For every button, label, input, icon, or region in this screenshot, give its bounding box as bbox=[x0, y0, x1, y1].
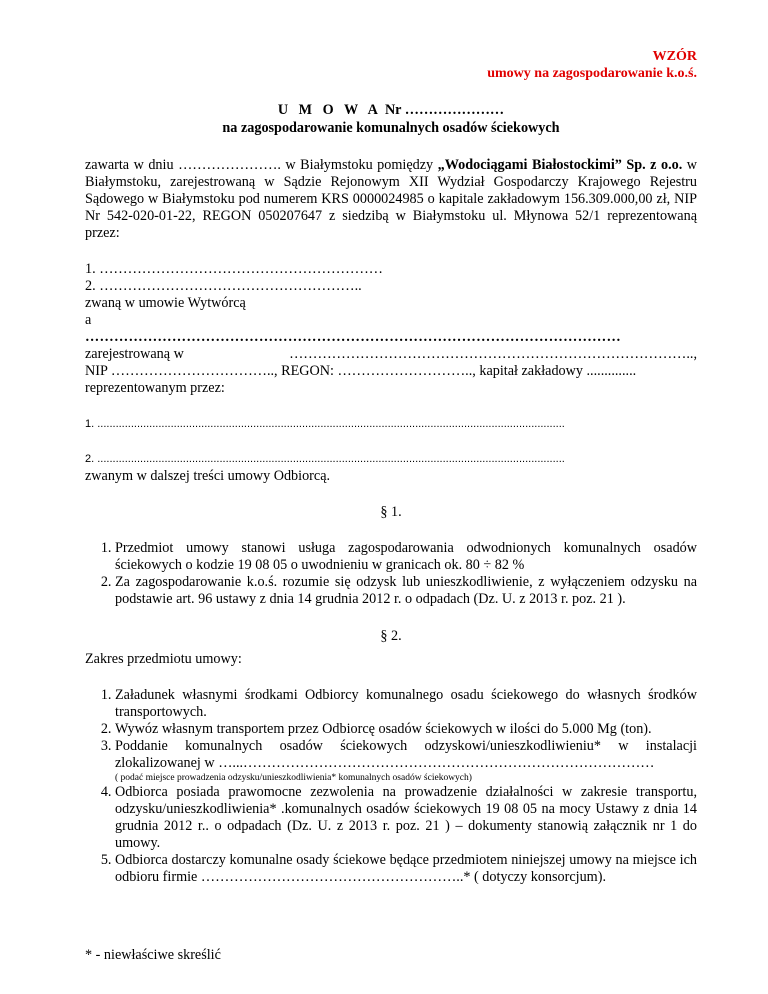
section-2-item: 4. Odbiorca posiada prawomocne zezwolenia na prowadzenie działalności w zakresie transportu, odzysku/unieszkodliwienia* .komunalnych osadów ściekowych 19 08 05 na mocy Ustawy z dnia 14 grudnia 2012 r.. o odpadach (Dz. U. z 2013 r. poz. 21 ) – dokumenty stanowią załącznik nr 1 do umowy. bbox=[115, 784, 697, 852]
producer-rep-1: 1. …………………………………………………… bbox=[85, 261, 383, 277]
footnote: * - niewłaściwe skreślić bbox=[85, 947, 221, 963]
section-2-list-continued bbox=[85, 784, 697, 886]
template-subtitle: umowy na zagospodarowanie k.o.ś. bbox=[487, 66, 697, 81]
receiver-rep-2: 2. ......................................................................................................................................................... bbox=[85, 453, 565, 465]
template-title: WZÓR bbox=[652, 49, 697, 64]
section-1-item: 1. Przedmiot umowy stanowi usługa zagospodarowania odwodnionych komunalnych osadów ściekowych o kodzie 19 08 05 o uwodnieniu w granicach ok. 80 ÷ 82 % bbox=[115, 540, 697, 574]
intro-part-2: w Białymstoku, zarejestrowaną w Sądzie Rejonowym XII Wydział Gospodarczy Krajowego Rejestru Sądowego w Białymstoku pod numerem KRS 0000024985 o kapitale zakładowym 156.309.000,00 zł, NIP Nr 542-020-01-22, REGON 050207647 z siedzibą w Białymstoku ul. Młynowa 52/1 reprezentowaną przez: bbox=[85, 157, 698, 241]
section-2-list bbox=[85, 687, 697, 772]
section-2-sign: § 2. bbox=[380, 628, 402, 644]
intro-part-1: zawarta w dniu …………………. w Białymstoku pomiędzy bbox=[85, 157, 438, 173]
producer-called: zwaną w umowie Wytwórcą bbox=[85, 295, 246, 311]
section-2-item: 5. Odbiorca dostarczy komunalne osady ściekowe będące przedmiotem niniejszej umowy na miejsce ich odbioru firmie ………………………………………………..* ( dotyczy konsorcjum). bbox=[115, 852, 697, 886]
section-1-item: 2. Za zagospodarowanie k.o.ś. rozumie się odzysk lub unieszkodliwienie, z wyłączeniem odzysku na podstawie art. 96 ustawy z dnia 14 grudnia 2012 r. o odpadach (Dz. U. z 2013 r. poz. 21 ). bbox=[115, 574, 697, 608]
section-1-sign: § 1. bbox=[380, 504, 402, 520]
nip-regon-line: NIP …………………………….., REGON: ……………………….., kapitał zakładowy .............. bbox=[85, 363, 637, 379]
producer-block bbox=[85, 261, 697, 397]
contract-subtitle: na zagospodarowanie komunalnych osadów ściekowych bbox=[222, 120, 560, 136]
section-2-item: 2. Wywóz własnym transportem przez Odbiorcę osadów ściekowych w ilości do 5.000 Mg (ton). bbox=[115, 721, 697, 738]
company-name: „Wodociągami Białostockimi” Sp. z o.o. bbox=[437, 157, 683, 173]
template-label bbox=[85, 48, 697, 82]
registered-line bbox=[85, 346, 697, 363]
receiver-rep-1: 1. ......................................................................................................................................................... bbox=[85, 418, 565, 430]
contract-title bbox=[85, 102, 697, 119]
document-page bbox=[85, 48, 697, 886]
registered-dots: ………………………………………………………………………….., bbox=[289, 346, 697, 362]
contract-number: Nr ………………… bbox=[381, 102, 505, 118]
section-1-list bbox=[85, 540, 697, 608]
scope-heading: Zakres przedmiotu umowy: bbox=[85, 651, 242, 667]
section-2-item: 3. Poddanie komunalnych osadów ściekowych odzyskowi/unieszkodliwieniu* w instalacji zlokalizowanej w …...…………………………………………………………………………… bbox=[115, 738, 697, 772]
represented-by: reprezentowanym przez: bbox=[85, 380, 225, 396]
contract-title-word: U M O W A bbox=[277, 102, 382, 118]
section-2-item: 1. Załadunek własnymi środkami Odbiorcy komunalnego osadu ściekowego do własnych środków transportowych. bbox=[115, 687, 697, 721]
contract-intro bbox=[85, 157, 697, 242]
location-note: ( podać miejsce prowadzenia odzysku/unieszkodliwienia* komunalnych osadów ściekowych) bbox=[115, 773, 472, 783]
and-connector: a bbox=[85, 312, 92, 328]
receiver-called: zwanym w dalszej treści umowy Odbiorcą. bbox=[85, 468, 331, 484]
registered-label: zarejestrowaną w bbox=[85, 346, 184, 362]
producer-rep-2: 2. ……………………………………………….. bbox=[85, 278, 362, 294]
receiver-name-field: ………………………………………………………………………………………………… bbox=[85, 329, 622, 345]
